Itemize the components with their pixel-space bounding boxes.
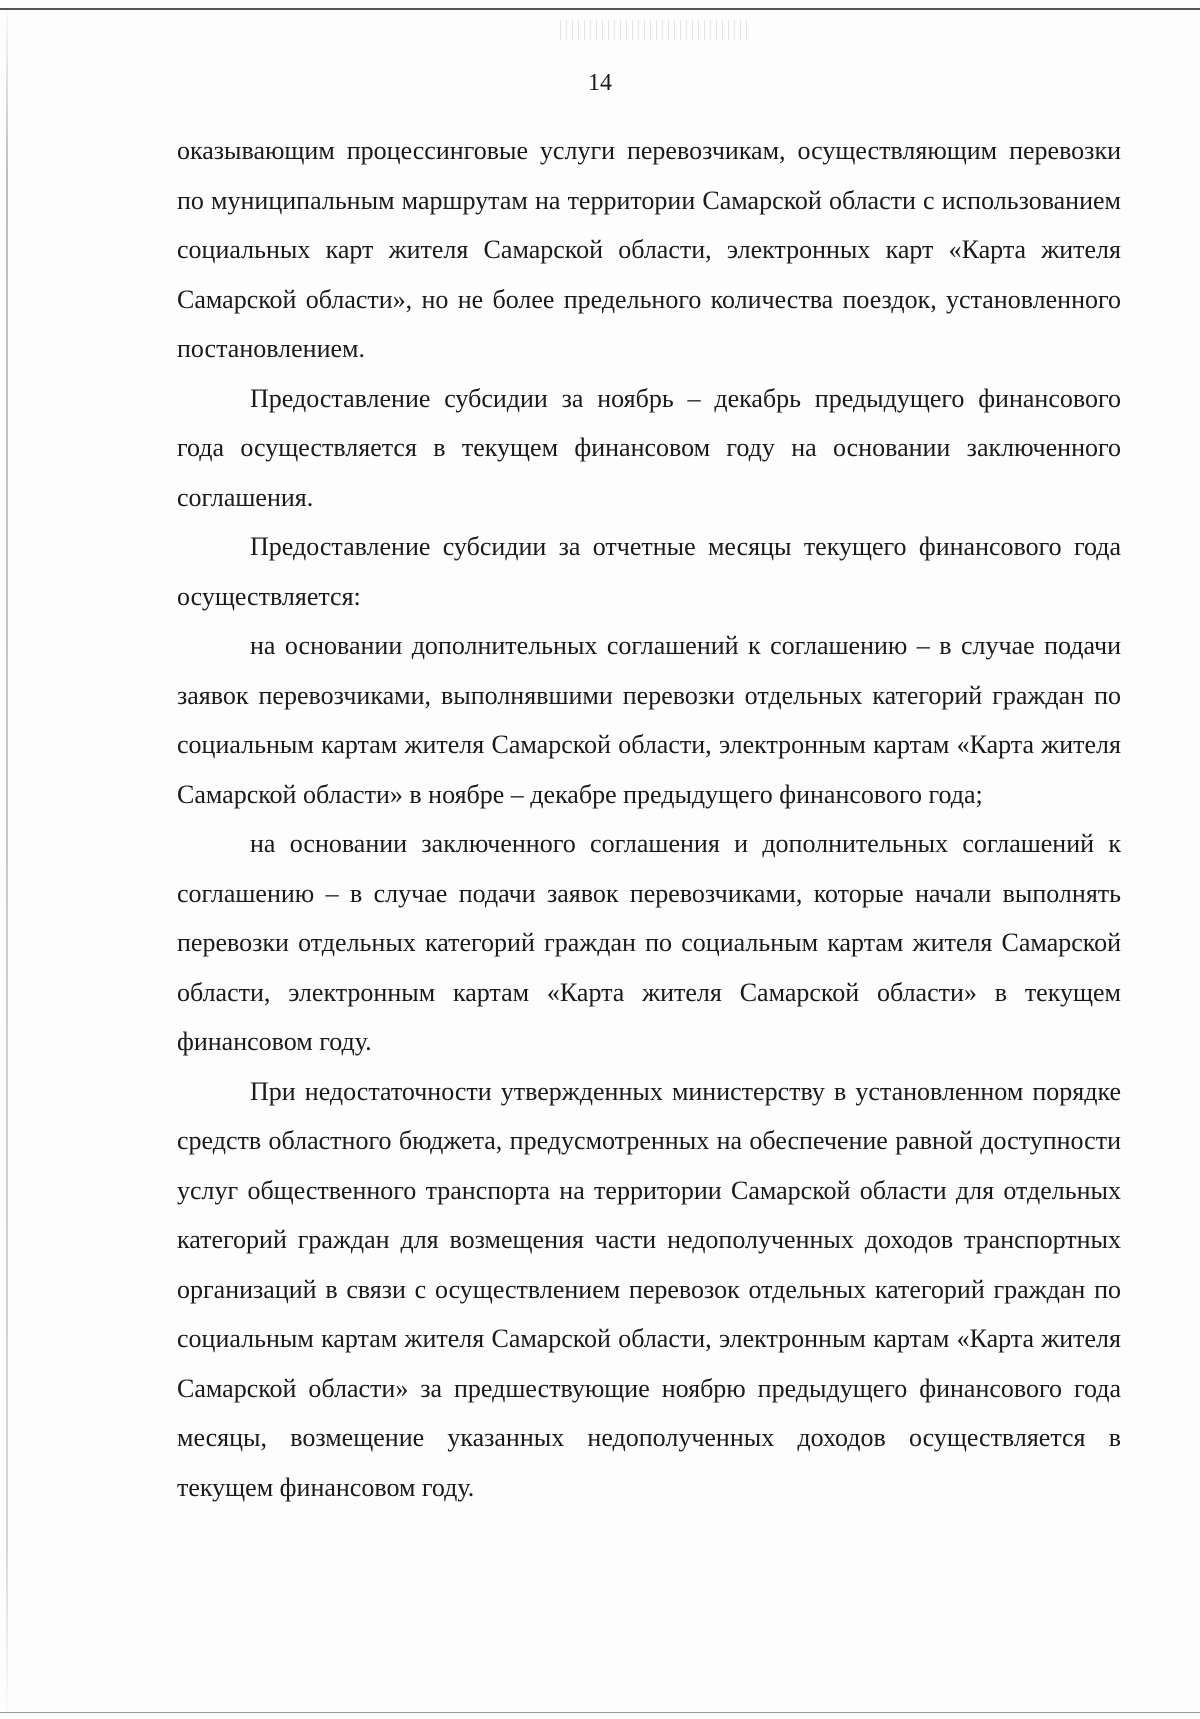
paragraph: оказывающим процессинговые услуги перевозчикам, осуществляющим перевозки по муниципальным маршрутам на территории Самарской области с использованием социальных карт жителя Самарской области, электронных карт «Карта жителя Самарской области», но не более предельного количества поездок, установленного постановлением. (177, 136, 1121, 363)
scan-top-border (0, 8, 1200, 10)
paragraph: При недостаточности утвержденных министерству в установленном порядке средств областного бюджета, предусмотренных на обеспечение равной доступности услуг общественного транспорта на территории Самарской области для отдельных категорий граждан для возмещения части недополученных доходов транспортных организаций в связи с осуществлением перевозок отдельных категорий граждан по социальным картам жителя Самарской области, электронным картам «Карта жителя Самарской области» за предшествующие ноябрю предыдущего финансового года месяцы, возмещение указанных недополученных доходов осуществляется в текущем финансовом году. (177, 1076, 1121, 1502)
paragraph: Предоставление субсидии за ноябрь – декабрь предыдущего финансового года осуществляется в текущем финансовом году на основании заключенного соглашения. (177, 383, 1121, 512)
paragraph: на основании дополнительных соглашений к соглашению – в случае подачи заявок перевозчиками, выполнявшими перевозки отдельных категорий граждан по социальным картам жителя Самарской области, электронным картам «Карта жителя Самарской области» в ноябре – декабре предыдущего финансового года; (177, 631, 1121, 809)
scan-noise-mark (560, 20, 750, 40)
document-body (177, 126, 1121, 1512)
scan-left-edge (6, 0, 8, 1719)
scan-bottom-border (0, 1712, 1200, 1713)
paragraph: на основании заключенного соглашения и дополнительных соглашений к соглашению – в случае подачи заявок перевозчиками, которые начали выполнять перевозки отдельных категорий граждан по социальным картам жителя Самарской области, электронным картам «Карта жителя Самарской области» в текущем финансовом году. (177, 829, 1121, 1056)
paragraph: Предоставление субсидии за отчетные месяцы текущего финансового года осуществляется: (177, 532, 1121, 611)
page-number: 14 (588, 70, 612, 96)
